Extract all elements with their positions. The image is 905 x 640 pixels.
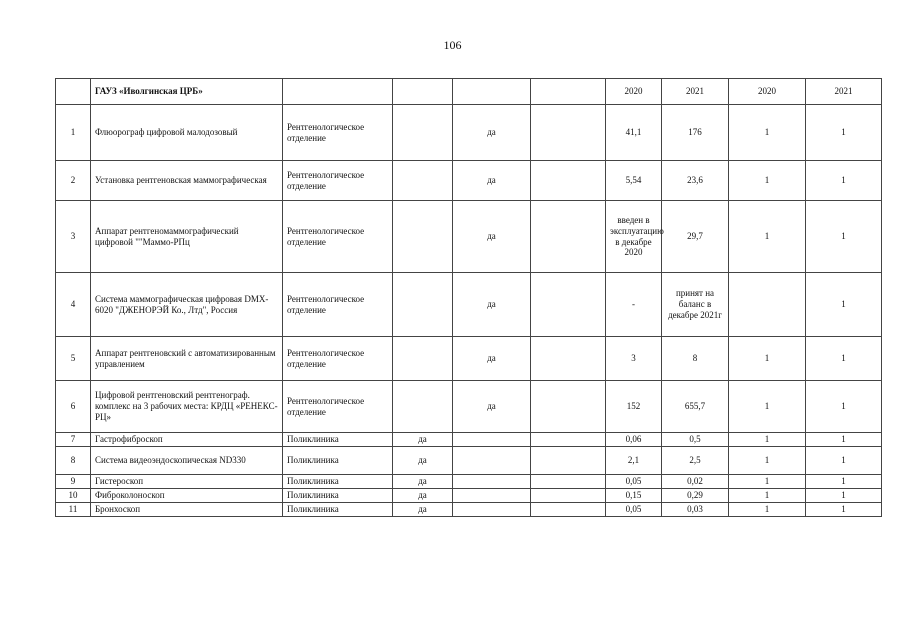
header-org-title: ГАУЗ «Иволгинская ЦРБ»	[91, 79, 283, 105]
empty-cell	[531, 105, 606, 161]
department: Рентгенологическое отделение	[283, 273, 393, 337]
row-number: 3	[56, 201, 91, 273]
header-cell-5	[453, 79, 531, 105]
qty-2020: 1	[729, 433, 806, 447]
header-cell-dept	[283, 79, 393, 105]
header-cell-4	[393, 79, 453, 105]
value-2021: 29,7	[662, 201, 729, 273]
flag-cell: да	[453, 105, 531, 161]
flag-cell: да	[393, 433, 453, 447]
value-2020: 0,05	[606, 475, 662, 489]
table-row	[56, 273, 882, 337]
value-2020: 3	[606, 337, 662, 381]
row-number: 6	[56, 381, 91, 433]
qty-2021: 1	[806, 201, 882, 273]
qty-2020: 1	[729, 337, 806, 381]
department: Поликлиника	[283, 489, 393, 503]
empty-cell	[531, 381, 606, 433]
qty-2020	[729, 273, 806, 337]
empty-cell	[531, 337, 606, 381]
equipment-name: Бронхоскоп	[91, 503, 283, 517]
department: Рентгенологическое отделение	[283, 105, 393, 161]
equipment-name: Гастрофиброскоп	[91, 433, 283, 447]
table-row	[56, 503, 882, 517]
qty-2020: 1	[729, 489, 806, 503]
row-number: 9	[56, 475, 91, 489]
flag-cell: да	[453, 161, 531, 201]
value-2021: 176	[662, 105, 729, 161]
table-row	[56, 433, 882, 447]
row-number: 7	[56, 433, 91, 447]
flag-cell: да	[393, 503, 453, 517]
empty-cell	[531, 447, 606, 475]
header-year-4: 2021	[806, 79, 882, 105]
qty-2020: 1	[729, 503, 806, 517]
qty-2021: 1	[806, 503, 882, 517]
equipment-name: Аппарат рентгеновский с автоматизированным управлением	[91, 337, 283, 381]
value-2020: 41,1	[606, 105, 662, 161]
qty-2020: 1	[729, 201, 806, 273]
flag-cell	[453, 447, 531, 475]
flag-cell: да	[453, 337, 531, 381]
value-2021: 655,7	[662, 381, 729, 433]
header-cell-6	[531, 79, 606, 105]
qty-2020: 1	[729, 381, 806, 433]
qty-2020: 1	[729, 475, 806, 489]
value-2021: 0,5	[662, 433, 729, 447]
department: Рентгенологическое отделение	[283, 337, 393, 381]
qty-2021: 1	[806, 447, 882, 475]
flag-cell	[393, 201, 453, 273]
department: Поликлиника	[283, 475, 393, 489]
table-row	[56, 447, 882, 475]
value-2021: 0,03	[662, 503, 729, 517]
equipment-name: Аппарат рентгеномаммографический цифровой ""Маммо-РПц	[91, 201, 283, 273]
flag-cell: да	[453, 201, 531, 273]
value-2021: 2,5	[662, 447, 729, 475]
row-number: 4	[56, 273, 91, 337]
value-2020: 0,15	[606, 489, 662, 503]
page-number: 106	[443, 38, 462, 52]
qty-2020: 1	[729, 161, 806, 201]
flag-cell	[393, 273, 453, 337]
department: Поликлиника	[283, 503, 393, 517]
empty-cell	[531, 489, 606, 503]
flag-cell	[453, 489, 531, 503]
flag-cell: да	[453, 273, 531, 337]
table-row	[56, 381, 882, 433]
table-row	[56, 161, 882, 201]
empty-cell	[531, 201, 606, 273]
equipment-name: Система видеоэндоскопическая ND330	[91, 447, 283, 475]
value-2020: 0,05	[606, 503, 662, 517]
qty-2021: 1	[806, 433, 882, 447]
flag-cell	[453, 475, 531, 489]
department: Рентгенологическое отделение	[283, 161, 393, 201]
value-2020: 152	[606, 381, 662, 433]
qty-2021: 1	[806, 161, 882, 201]
qty-2021: 1	[806, 489, 882, 503]
empty-cell	[531, 161, 606, 201]
empty-cell	[531, 503, 606, 517]
row-number: 2	[56, 161, 91, 201]
flag-cell: да	[393, 475, 453, 489]
table-row	[56, 475, 882, 489]
value-2020: 2,1	[606, 447, 662, 475]
flag-cell: да	[393, 489, 453, 503]
flag-cell: да	[453, 381, 531, 433]
row-number: 5	[56, 337, 91, 381]
table-row	[56, 337, 882, 381]
header-year-2: 2021	[662, 79, 729, 105]
equipment-name: Установка рентгеновская маммографическая	[91, 161, 283, 201]
department: Рентгенологическое отделение	[283, 381, 393, 433]
header-cell-num	[56, 79, 91, 105]
equipment-name: Система маммографическая цифровая DMX-6020 "ДЖЕНОРЭЙ Ко., Лтд", Россия	[91, 273, 283, 337]
department: Рентгенологическое отделение	[283, 201, 393, 273]
qty-2021: 1	[806, 273, 882, 337]
row-number: 1	[56, 105, 91, 161]
table-row	[56, 489, 882, 503]
value-2021: 23,6	[662, 161, 729, 201]
flag-cell	[393, 161, 453, 201]
equipment-name: Флюорограф цифровой малодозовый	[91, 105, 283, 161]
flag-cell	[453, 503, 531, 517]
empty-cell	[531, 475, 606, 489]
equipment-name: Фиброколоноскоп	[91, 489, 283, 503]
header-year-3: 2020	[729, 79, 806, 105]
table-body	[56, 79, 882, 517]
value-2020: 0,06	[606, 433, 662, 447]
flag-cell	[393, 381, 453, 433]
value-2020: 5,54	[606, 161, 662, 201]
flag-cell	[393, 105, 453, 161]
equipment-name: Цифровой рентгеновский рентгенограф. комплекс на 3 рабочих места: КРДЦ «РЕНЕКС-РЦ»	[91, 381, 283, 433]
empty-cell	[531, 273, 606, 337]
value-2021: 0,02	[662, 475, 729, 489]
value-2020: -	[606, 273, 662, 337]
row-number: 11	[56, 503, 91, 517]
row-number: 8	[56, 447, 91, 475]
table-row	[56, 105, 882, 161]
qty-2020: 1	[729, 447, 806, 475]
empty-cell	[531, 433, 606, 447]
equipment-table	[55, 78, 882, 517]
qty-2021: 1	[806, 475, 882, 489]
qty-2021: 1	[806, 337, 882, 381]
header-year-1: 2020	[606, 79, 662, 105]
value-2021: 0,29	[662, 489, 729, 503]
value-2020: введен в эксплуатацию в декабре 2020	[606, 201, 662, 273]
table-header-row	[56, 79, 882, 105]
department: Поликлиника	[283, 447, 393, 475]
row-number: 10	[56, 489, 91, 503]
qty-2021: 1	[806, 105, 882, 161]
value-2021: принят на баланс в декабре 2021г	[662, 273, 729, 337]
department: Поликлиника	[283, 433, 393, 447]
flag-cell: да	[393, 447, 453, 475]
value-2021: 8	[662, 337, 729, 381]
flag-cell	[393, 337, 453, 381]
qty-2021: 1	[806, 381, 882, 433]
qty-2020: 1	[729, 105, 806, 161]
flag-cell	[453, 433, 531, 447]
table-row	[56, 201, 882, 273]
equipment-name: Гистероскоп	[91, 475, 283, 489]
